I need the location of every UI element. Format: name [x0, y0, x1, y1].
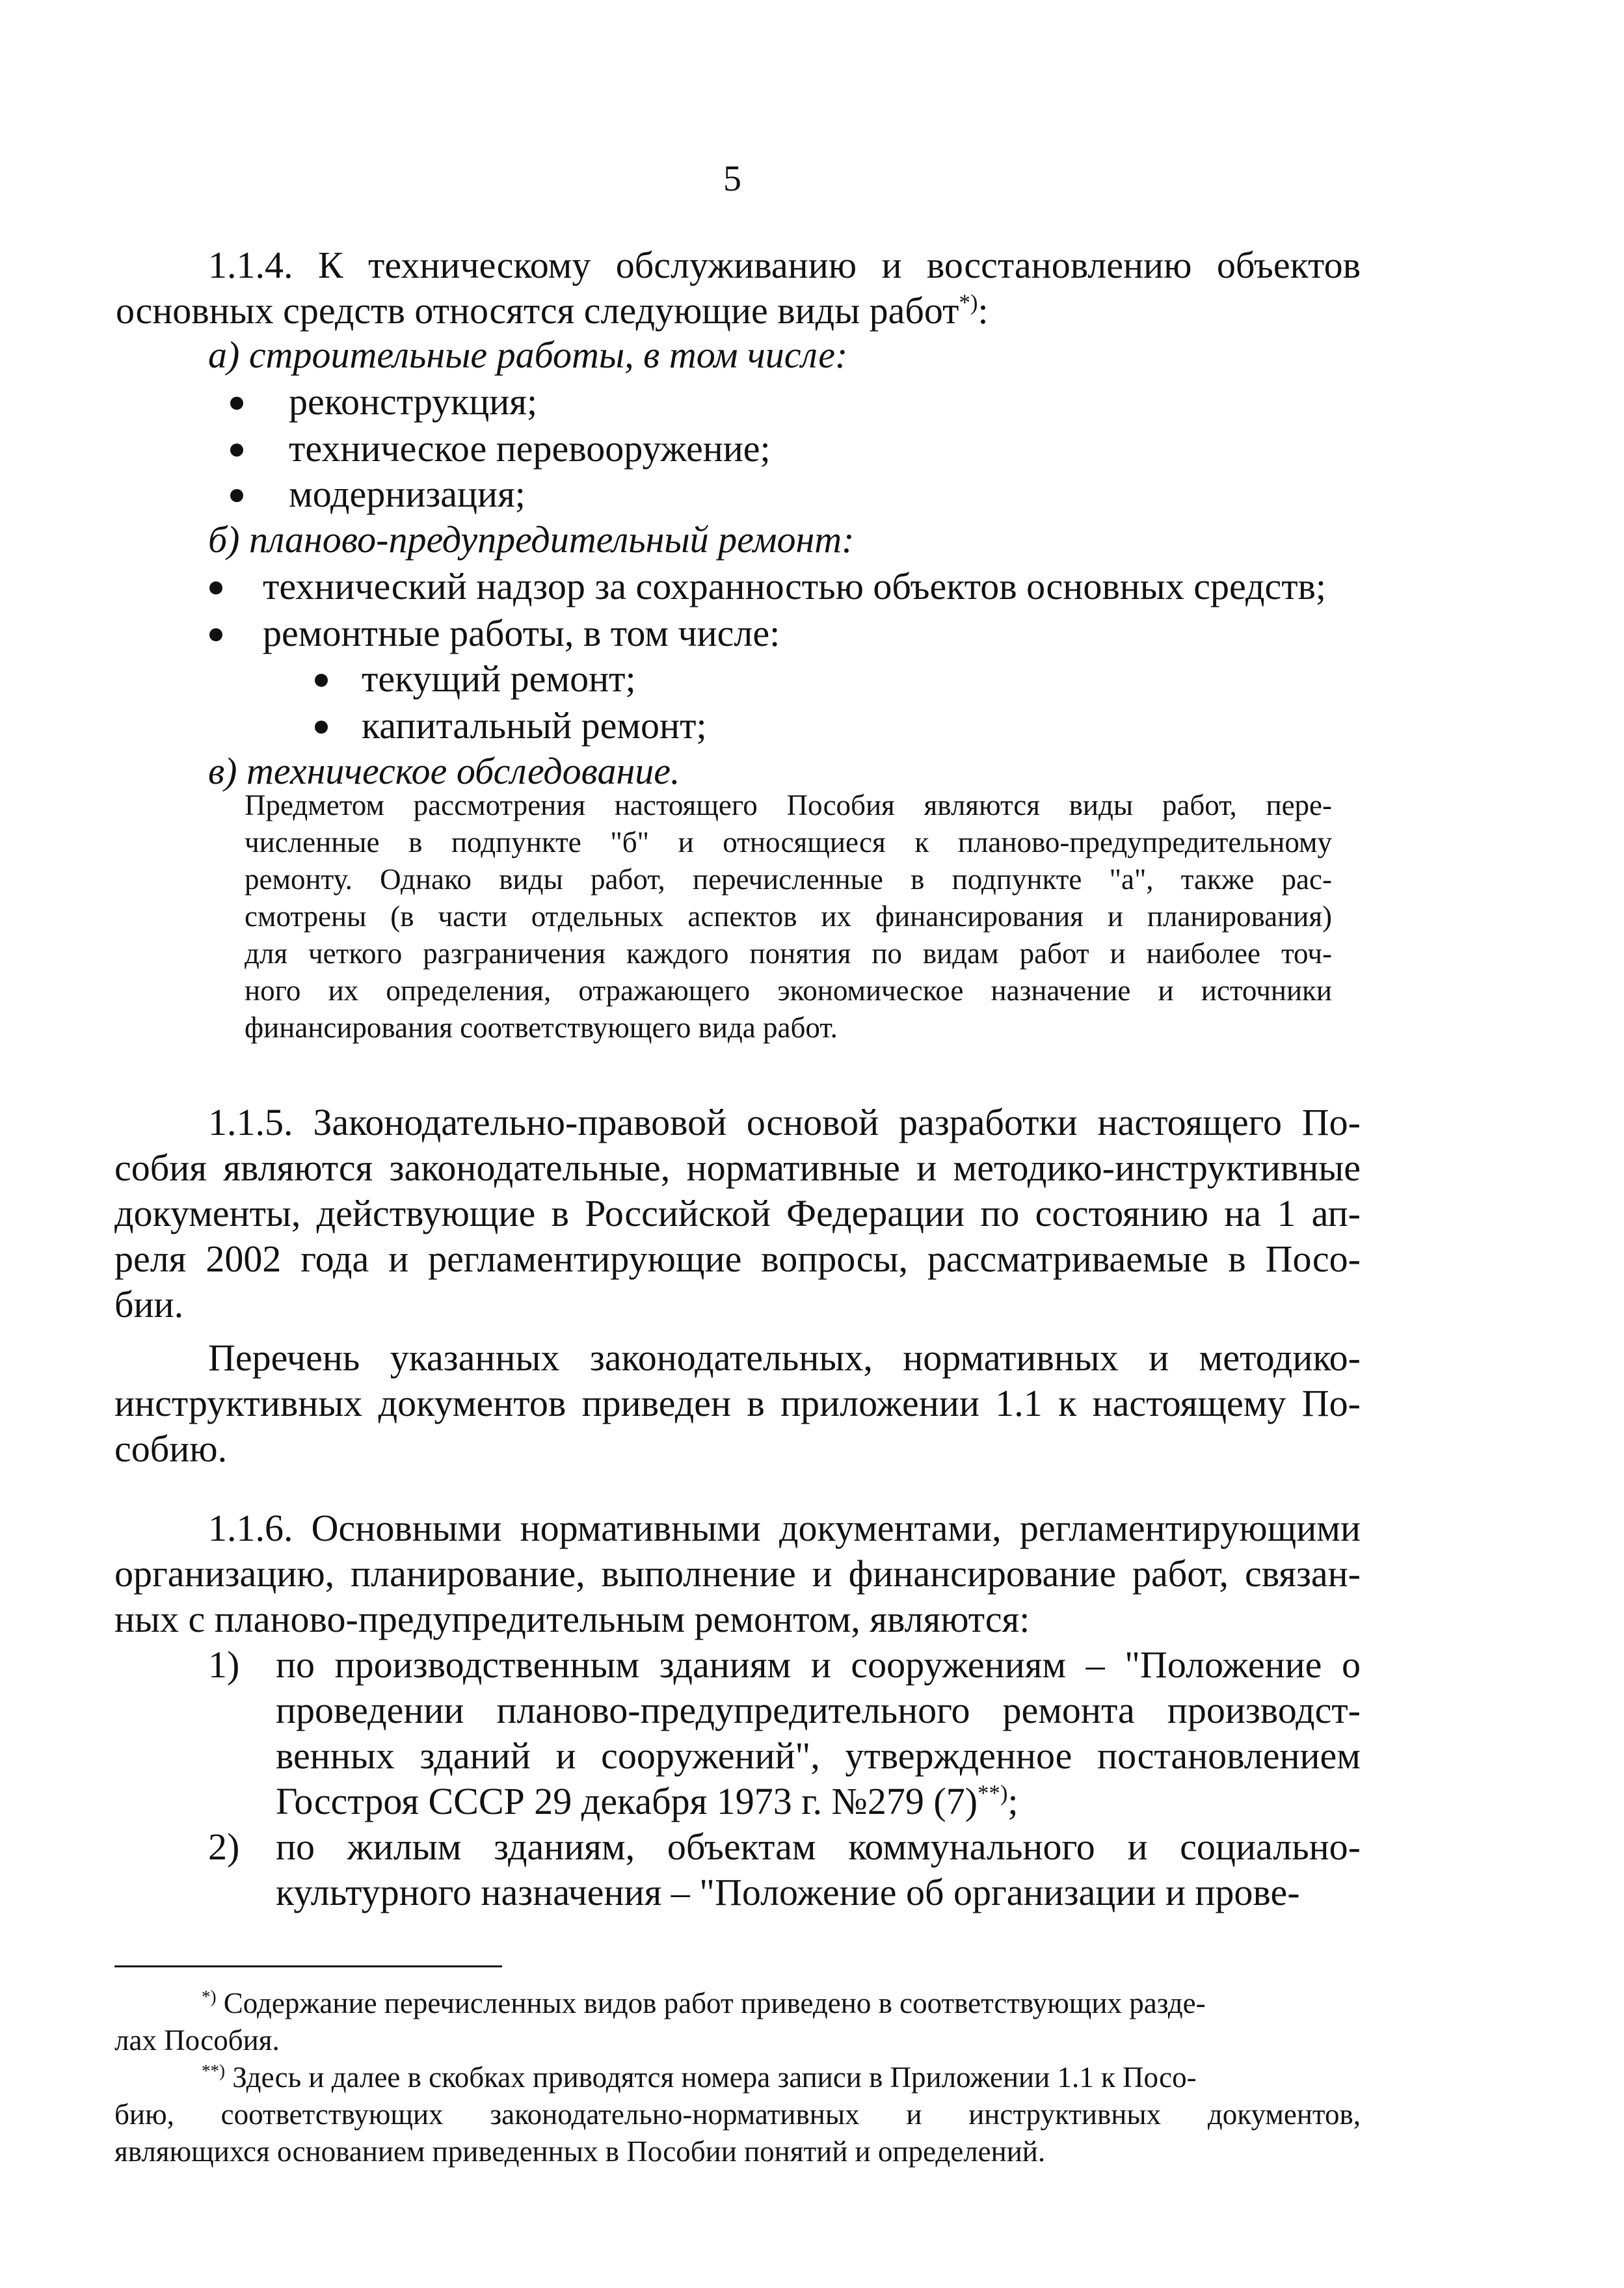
subsection-b-heading: б) планово-предупредительный ремонт: — [208, 518, 855, 561]
item-2-number: 2) — [208, 1826, 240, 1868]
bullet-icon — [209, 628, 222, 641]
a-item-2: техническое перевооружение; — [289, 427, 771, 470]
footnote-2-mark: **) — [202, 2061, 225, 2081]
note-line-1: Предметом рассмотрения настоящего Пособия являются виды работ, пере- — [245, 789, 1332, 821]
item-1-line-3: венных зданий и сооружений", утвержденное постановлением — [276, 1735, 1361, 1777]
footnote-2-line-2: бию, соответствующих законодательно-нормативных и инструктивных документов, — [114, 2098, 1361, 2131]
footnote-2-line-3: являющихся основанием приведенных в Пособии понятий и определений. — [114, 2135, 1046, 2168]
bullet-icon — [230, 397, 243, 410]
section-116-line-2: организацию, планирование, выполнение и финансирование работ, связан- — [114, 1552, 1361, 1595]
footnote-1-line-1 — [202, 1985, 1206, 2022]
section-115-line-4: реля 2002 года и регламентирующие вопросы, рассматриваемые в Посо- — [114, 1238, 1361, 1280]
note-line-3: ремонту. Однако виды работ, перечисленные в подпункте "а", также рас- — [245, 863, 1332, 896]
footnote-ref-2: **) — [978, 1780, 1008, 1806]
footnote-1-text: Содержание перечисленных видов работ приведено в соответствующих разде- — [223, 1987, 1206, 2019]
section-116-line-3: ных с планово-предупредительным ремонтом, являются: — [114, 1598, 1030, 1640]
section-114-line-1: 1.1.4. К техническому обслуживанию и восстановлению объектов — [208, 244, 1361, 286]
b-item-1: технический надзор за сохранностью объектов основных средств; — [263, 565, 1327, 607]
item-1-line-4-text: Госстроя СССР 29 декабря 1973 г. №279 (7) — [276, 1780, 978, 1822]
item-1-line-2: проведении планово-предупредительного ремонта производст- — [276, 1689, 1361, 1731]
footnote-2-line-1 — [202, 2059, 1197, 2096]
b-subitem-2: капитальный ремонт; — [362, 704, 707, 747]
b-item-2: ремонтные работы, в том числе: — [263, 612, 780, 654]
subsection-c-heading: в) техническое обследование. — [208, 750, 680, 792]
footnote-1-line-2: лах Пособия. — [114, 2024, 280, 2056]
section-115-para2-line-1: Перечень указанных законодательных, нормативных и методико- — [208, 1337, 1361, 1379]
section-115-para2-line-3: собию. — [114, 1428, 228, 1470]
section-114-line-2-end: : — [978, 289, 989, 332]
section-116-line-1: 1.1.6. Основными нормативными документами, регламентирующими — [208, 1507, 1361, 1549]
note-line-4: смотрены (в части отдельных аспектов их финансирования и планирования) — [245, 900, 1332, 933]
section-115-line-1: 1.1.5. Законодательно-правовой основой разработки настоящего По- — [208, 1101, 1361, 1143]
section-114-line-2-text: основных средств относятся следующие виды работ — [116, 289, 959, 332]
item-1-number: 1) — [208, 1643, 240, 1686]
bullet-icon — [209, 581, 222, 594]
note-line-5: для четкого разграничения каждого понятия по видам работ и наиболее точ- — [245, 937, 1332, 970]
section-115-line-3: документы, действующие в Российской Федерации по состоянию на 1 ап- — [114, 1192, 1361, 1234]
a-item-1: реконструкция; — [289, 380, 538, 423]
a-item-3: модернизация; — [289, 473, 526, 515]
bullet-icon — [315, 721, 328, 734]
note-line-6: ного их определения, отражающего экономическое назначение и источники — [245, 974, 1332, 1007]
subsection-a-heading: а) строительные работы, в том числе: — [208, 334, 848, 376]
section-115-para2-line-2: инструктивных документов приведен в приложении 1.1 к настоящему По- — [114, 1382, 1361, 1424]
note-line-7: финансирования соответствующего вида работ. — [245, 1011, 838, 1044]
item-1-line-4 — [276, 1776, 1018, 1828]
footnote-1-mark: *) — [202, 1987, 217, 2006]
bullet-icon — [315, 674, 328, 687]
footnote-ref-1: *) — [959, 289, 978, 315]
b-subitem-1: текущий ремонт; — [362, 658, 636, 700]
item-2-line-2: культурного назначения – "Положение об организации и прове- — [276, 1871, 1300, 1913]
bullet-icon — [230, 489, 243, 502]
item-2-line-1: по жилым зданиям, объектам коммунального и социально- — [276, 1826, 1361, 1868]
footnote-2-text: Здесь и далее в скобках приводятся номера записи в Приложении 1.1 к Посо- — [232, 2061, 1197, 2094]
item-1-line-4-end: ; — [1007, 1780, 1018, 1822]
footnote-divider — [114, 1965, 502, 1967]
page-number: 5 — [723, 159, 741, 199]
bullet-icon — [230, 444, 243, 457]
item-1-line-1: по производственным зданиям и сооружениям – "Положение о — [276, 1643, 1361, 1686]
note-line-2: численные в подпункте "б" и относящиеся к планово-предупредительному — [245, 826, 1332, 858]
section-115-line-2: собия являются законодательные, нормативные и методико-инструктивные — [114, 1147, 1361, 1189]
section-115-line-5: бии. — [114, 1283, 184, 1325]
